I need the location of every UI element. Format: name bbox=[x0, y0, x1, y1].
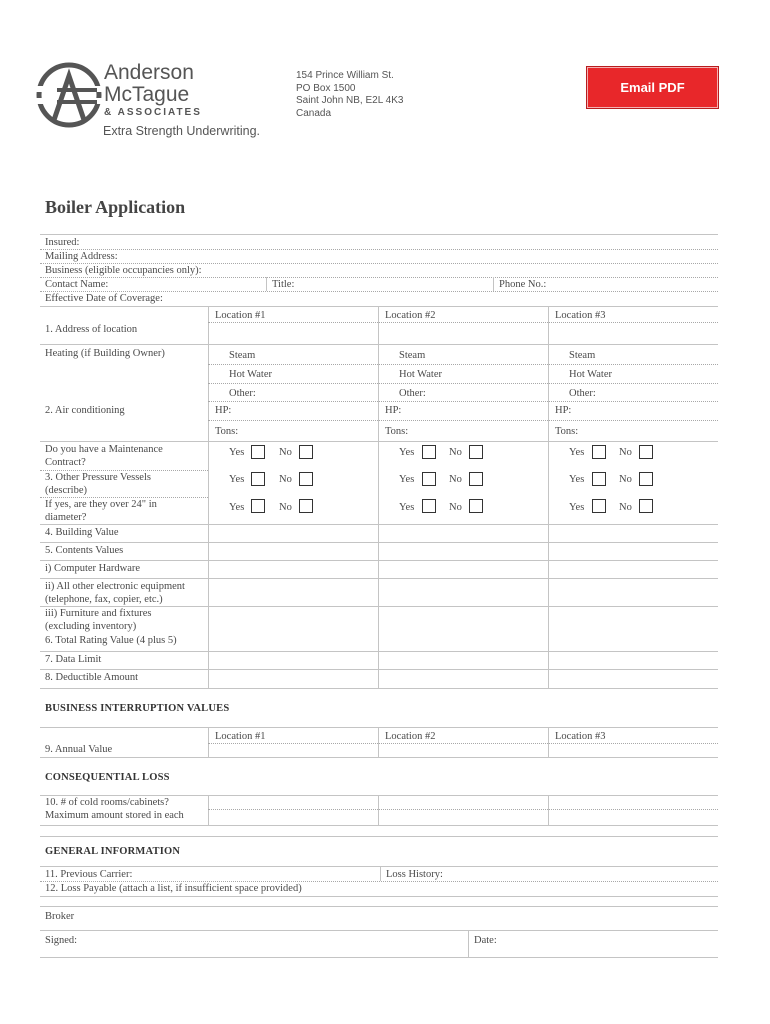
address-line: PO Box 1500 bbox=[296, 82, 356, 94]
furniture-label: iii) Furniture and fixtures bbox=[45, 608, 152, 619]
no-label: No bbox=[449, 447, 462, 458]
company-name-line2: McTague bbox=[104, 83, 190, 106]
yes-label: Yes bbox=[229, 474, 245, 485]
company-name-line1: Anderson bbox=[104, 61, 194, 84]
signed-label: Signed: bbox=[45, 935, 78, 946]
phone-label: Phone No.: bbox=[499, 279, 547, 290]
tons-label: Tons: bbox=[555, 426, 579, 437]
mailing-address-label: Mailing Address: bbox=[45, 251, 118, 262]
yes-label: Yes bbox=[399, 474, 415, 485]
no-label: No bbox=[279, 502, 292, 513]
address-line: Canada bbox=[296, 107, 332, 119]
broker-label: Broker bbox=[45, 911, 75, 922]
hot-water-label: Hot Water bbox=[229, 369, 272, 380]
computer-hardware-label: i) Computer Hardware bbox=[45, 563, 141, 574]
pressure-no-checkbox-loc3[interactable] bbox=[639, 472, 653, 486]
over24-no-checkbox-loc3[interactable] bbox=[639, 499, 653, 513]
building-value-label: 4. Building Value bbox=[45, 527, 119, 538]
loss-payable-label: 12. Loss Payable (attach a list, if insufficient space provided) bbox=[45, 883, 302, 894]
annual-value-label: 9. Annual Value bbox=[45, 744, 113, 755]
steam-label: Steam bbox=[569, 350, 596, 361]
steam-label: Steam bbox=[229, 350, 256, 361]
over24-yes-checkbox-loc2[interactable] bbox=[422, 499, 436, 513]
location-2-header: Location #2 bbox=[385, 731, 436, 742]
no-label: No bbox=[279, 474, 292, 485]
no-label: No bbox=[619, 447, 632, 458]
pressure-yes-checkbox-loc1[interactable] bbox=[251, 472, 265, 486]
yes-label: Yes bbox=[399, 447, 415, 458]
no-label: No bbox=[449, 474, 462, 485]
total-rating-label: 6. Total Rating Value (4 plus 5) bbox=[45, 635, 177, 646]
yes-label: Yes bbox=[569, 474, 585, 485]
pressure-vessels-label-cont: (describe) bbox=[45, 485, 87, 496]
maintenance-label: Do you have a Maintenance bbox=[45, 444, 163, 455]
yes-label: Yes bbox=[569, 447, 585, 458]
business-label: Business (eligible occupancies only): bbox=[45, 265, 202, 276]
page-title: Boiler Application bbox=[45, 197, 186, 217]
tons-label: Tons: bbox=[385, 426, 409, 437]
hp-label: HP: bbox=[555, 405, 572, 416]
no-label: No bbox=[619, 474, 632, 485]
address-line: Saint John NB, E2L 4K3 bbox=[296, 95, 404, 106]
no-label: No bbox=[619, 502, 632, 513]
no-label: No bbox=[279, 447, 292, 458]
address-of-location-label: 1. Address of location bbox=[45, 324, 138, 335]
yes-label: Yes bbox=[399, 502, 415, 513]
hp-label: HP: bbox=[385, 405, 402, 416]
maintenance-label-cont: Contract? bbox=[45, 457, 86, 468]
over24-yes-checkbox-loc1[interactable] bbox=[251, 499, 265, 513]
yes-label: Yes bbox=[229, 447, 245, 458]
hot-water-label: Hot Water bbox=[569, 369, 612, 380]
company-name-line3: & ASSOCIATES bbox=[104, 107, 202, 118]
hp-label: HP: bbox=[215, 405, 232, 416]
address-line: 154 Prince William St. bbox=[296, 70, 394, 81]
yes-label: Yes bbox=[229, 502, 245, 513]
business-interruption-heading: BUSINESS INTERRUPTION VALUES bbox=[45, 703, 230, 714]
company-tagline: Extra Strength Underwriting. bbox=[103, 124, 261, 138]
no-label: No bbox=[449, 502, 462, 513]
mailing-address-field[interactable] bbox=[130, 251, 718, 263]
maintenance-yes-checkbox-loc2[interactable] bbox=[422, 445, 436, 459]
heating-label: Heating (if Building Owner) bbox=[45, 348, 165, 359]
steam-label: Steam bbox=[399, 350, 426, 361]
over24-yes-checkbox-loc3[interactable] bbox=[592, 499, 606, 513]
max-amount-label: Maximum amount stored in each bbox=[45, 810, 184, 821]
previous-carrier-label: 11. Previous Carrier: bbox=[45, 869, 133, 880]
deductible-label: 8. Deductible Amount bbox=[45, 672, 139, 683]
pressure-no-checkbox-loc1[interactable] bbox=[299, 472, 313, 486]
data-limit-label: 7. Data Limit bbox=[45, 654, 102, 665]
contents-values-label: 5. Contents Values bbox=[45, 545, 124, 556]
yes-label: Yes bbox=[569, 502, 585, 513]
over-24-label: If yes, are they over 24" in bbox=[45, 499, 157, 510]
maintenance-no-checkbox-loc3[interactable] bbox=[639, 445, 653, 459]
pressure-yes-checkbox-loc2[interactable] bbox=[422, 472, 436, 486]
over24-no-checkbox-loc2[interactable] bbox=[469, 499, 483, 513]
other-label: Other: bbox=[569, 388, 596, 399]
location-3-header: Location #3 bbox=[555, 310, 606, 321]
company-logo-icon bbox=[36, 62, 102, 128]
electronic-equipment-label-cont: (telephone, fax, copier, etc.) bbox=[45, 594, 163, 605]
contact-name-label: Contact Name: bbox=[45, 279, 109, 290]
maintenance-no-checkbox-loc2[interactable] bbox=[469, 445, 483, 459]
consequential-loss-heading: CONSEQUENTIAL LOSS bbox=[45, 772, 170, 783]
title-label: Title: bbox=[272, 279, 295, 290]
tons-label: Tons: bbox=[215, 426, 239, 437]
general-information-heading: GENERAL INFORMATION bbox=[45, 846, 181, 857]
air-conditioning-label: 2. Air conditioning bbox=[45, 405, 125, 416]
over-24-label-cont: diameter? bbox=[45, 512, 87, 523]
other-label: Other: bbox=[399, 388, 426, 399]
other-label: Other: bbox=[229, 388, 256, 399]
pressure-no-checkbox-loc2[interactable] bbox=[469, 472, 483, 486]
maintenance-yes-checkbox-loc1[interactable] bbox=[251, 445, 265, 459]
location-1-header: Location #1 bbox=[215, 731, 266, 742]
hot-water-label: Hot Water bbox=[399, 369, 442, 380]
furniture-label-cont: (excluding inventory) bbox=[45, 621, 137, 632]
location-3-header: Location #3 bbox=[555, 731, 606, 742]
company-address bbox=[296, 70, 403, 120]
pressure-yes-checkbox-loc3[interactable] bbox=[592, 472, 606, 486]
loss-history-label: Loss History: bbox=[386, 869, 443, 880]
business-field[interactable] bbox=[220, 265, 718, 277]
electronic-equipment-label: ii) All other electronic equipment bbox=[45, 581, 185, 592]
over24-no-checkbox-loc1[interactable] bbox=[299, 499, 313, 513]
date-label: Date: bbox=[474, 935, 497, 946]
email-pdf-button[interactable]: Email PDF bbox=[586, 66, 719, 109]
maintenance-no-checkbox-loc1[interactable] bbox=[299, 445, 313, 459]
location-2-header: Location #2 bbox=[385, 310, 436, 321]
location-1-header: Location #1 bbox=[215, 310, 266, 321]
maintenance-yes-checkbox-loc3[interactable] bbox=[592, 445, 606, 459]
insured-label: Insured: bbox=[45, 237, 80, 248]
insured-field[interactable] bbox=[120, 237, 718, 249]
pressure-vessels-label: 3. Other Pressure Vessels bbox=[45, 472, 151, 483]
effective-date-label: Effective Date of Coverage: bbox=[45, 293, 163, 304]
cold-rooms-label: 10. # of cold rooms/cabinets? bbox=[45, 797, 169, 808]
